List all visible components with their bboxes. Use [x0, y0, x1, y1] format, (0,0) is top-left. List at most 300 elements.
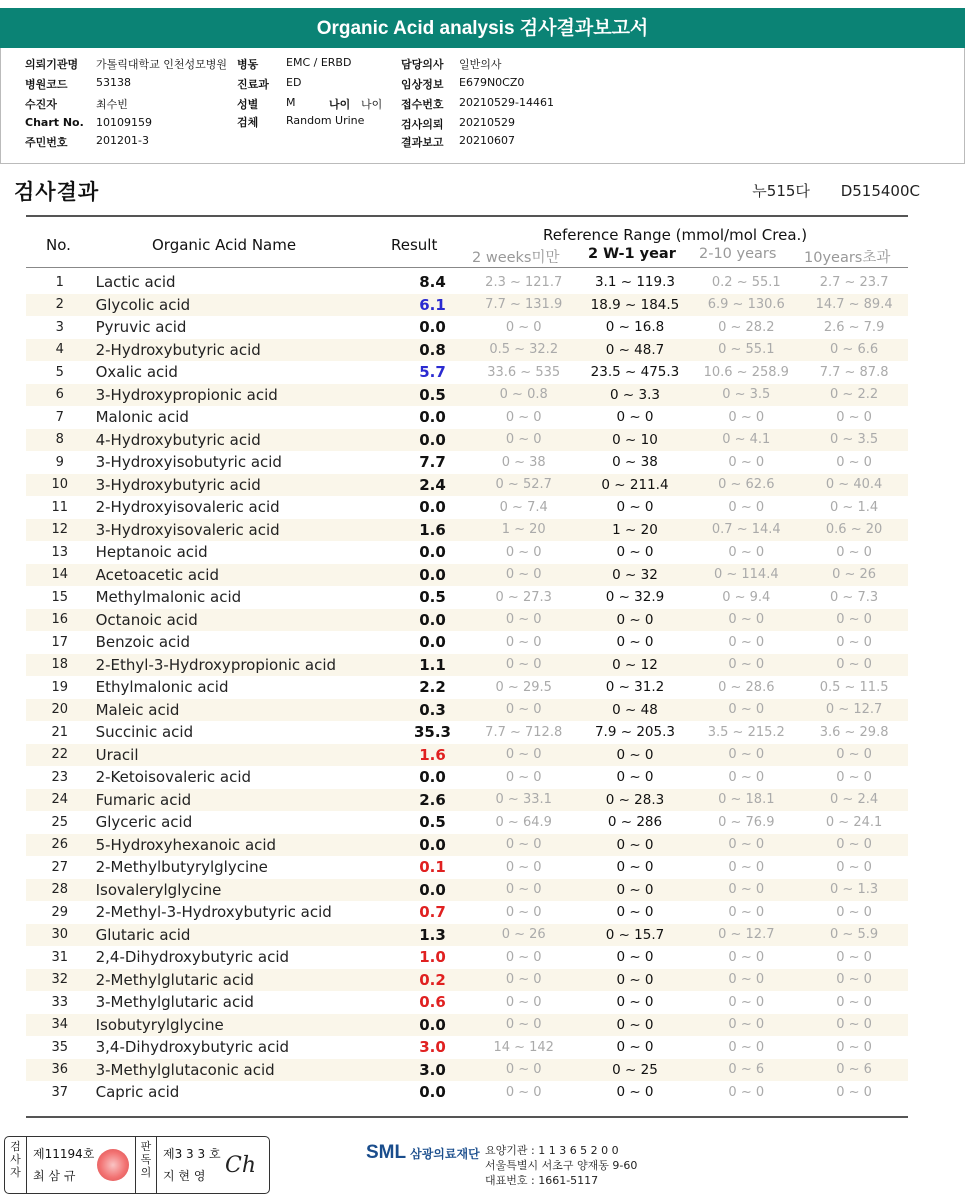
row-number: 25: [51, 814, 69, 830]
header-rule: [26, 267, 908, 268]
info-key: 성별: [237, 98, 259, 111]
ref-10years: 0 ~ 0: [836, 1084, 872, 1100]
ref-10years: 0 ~ 40.4: [800, 474, 908, 497]
ref-2weeks: 0 ~ 7.4: [499, 499, 548, 515]
acid-name: Methylmalonic acid: [95, 588, 242, 607]
acid-name: 3,4-Dihydroxybutyric acid: [95, 1038, 290, 1057]
ref-col-3: 2-10 years: [699, 246, 777, 262]
ref-2weeks: 0 ~ 0: [505, 1084, 542, 1100]
table-row: [26, 811, 908, 834]
ref-2weeks: 0 ~ 52.7: [470, 474, 578, 497]
ref-2w-1year: 0 ~ 0: [616, 1039, 654, 1056]
ref-2-10years: 0 ~ 0: [728, 1039, 765, 1055]
ref-2weeks: 0 ~ 0: [470, 834, 578, 857]
ref-10years: 0 ~ 3.5: [800, 429, 908, 452]
ref-2-10years: 0 ~ 76.9: [718, 814, 775, 830]
result-value: 6.1: [395, 294, 470, 317]
info-value: 일반의사: [459, 58, 502, 71]
table-row: [26, 879, 908, 902]
ref-2weeks: 0 ~ 0: [470, 429, 578, 452]
table-row: [26, 294, 908, 317]
info-value: 10109159: [96, 116, 152, 129]
info-key: 결과보고: [401, 136, 444, 149]
result-value: 0.0: [419, 408, 446, 427]
table-row: [26, 519, 908, 542]
ref-10years: 0 ~ 0: [800, 744, 908, 767]
info-key: 검체: [237, 116, 259, 129]
info-key: 임상정보: [401, 78, 444, 91]
ref-2w-1year: 1 ~ 20: [578, 519, 693, 542]
table-row: [26, 1059, 908, 1082]
ref-2weeks: 0 ~ 0: [470, 744, 578, 767]
table-row: [26, 856, 908, 879]
acid-name: 2-Ethyl-3-Hydroxypropionic acid: [94, 654, 396, 677]
row-number: 30: [26, 924, 94, 947]
ref-2w-1year: 0 ~ 0: [578, 834, 693, 857]
row-number: 3: [55, 319, 64, 335]
table-row: [26, 631, 908, 654]
row-number: 29: [51, 904, 69, 920]
row-number: 26: [26, 834, 94, 857]
ref-2weeks: 0 ~ 0: [470, 1059, 578, 1082]
ref-col-1: 2 weeks미만: [472, 250, 560, 266]
ref-2weeks: 0 ~ 0: [470, 564, 578, 587]
row-number: 35: [51, 1039, 69, 1055]
table-row: [26, 834, 908, 857]
info-key: 주민번호: [25, 136, 68, 149]
ref-10years: 0 ~ 0: [800, 1014, 908, 1037]
report-title: Organic Acid analysis 검사결과보고서: [0, 8, 965, 48]
acid-name: Maleic acid: [94, 699, 396, 722]
row-number: 19: [51, 679, 69, 695]
table-row: [26, 339, 908, 362]
result-value: 0.1: [419, 858, 446, 877]
ref-2w-1year: 0 ~ 31.2: [605, 679, 665, 696]
result-value: 0.5: [395, 384, 470, 407]
ref-2w-1year: 0 ~ 211.4: [578, 474, 693, 497]
ref-2weeks: 14 ~ 142: [493, 1039, 554, 1055]
ref-10years: 0 ~ 0: [836, 949, 872, 965]
ref-2-10years: 0 ~ 0: [728, 634, 765, 650]
ref-2-10years: 0 ~ 0: [728, 994, 765, 1010]
result-value: 0.0: [395, 1014, 470, 1037]
row-number: 1: [55, 274, 64, 290]
row-number: 12: [26, 519, 94, 542]
ref-2-10years: 0 ~ 4.1: [692, 429, 800, 452]
result-value: 0.8: [395, 339, 470, 362]
ref-2w-1year: 0 ~ 48.7: [578, 339, 693, 362]
ref-2-10years: 0 ~ 18.1: [692, 789, 800, 812]
info-value: 20210529-14461: [459, 96, 554, 109]
ref-2-10years: 0 ~ 28.2: [718, 319, 775, 335]
table-row: [26, 564, 908, 587]
ref-2weeks: 1 ~ 20: [470, 519, 578, 542]
results-table: [26, 271, 908, 1104]
row-number: 11: [51, 499, 69, 515]
acid-name: 2-Methylglutaric acid: [94, 969, 396, 992]
header-name: Organic Acid Name: [152, 236, 297, 254]
ref-2weeks: 0 ~ 0: [470, 609, 578, 632]
ref-10years: 0 ~ 12.7: [800, 699, 908, 722]
info-key: 의뢰기관명: [25, 58, 79, 71]
ref-10years: 0 ~ 26: [800, 564, 908, 587]
result-value: 0.0: [395, 879, 470, 902]
ref-2w-1year: 0 ~ 0: [578, 969, 693, 992]
ref-2weeks: 0 ~ 0: [505, 949, 542, 965]
ref-2weeks: 0 ~ 0: [470, 654, 578, 677]
table-row: [26, 721, 908, 744]
ref-10years: 0 ~ 2.2: [800, 384, 908, 407]
ref-10years: 0 ~ 0: [836, 904, 872, 920]
row-number: 20: [26, 699, 94, 722]
header-result: Result: [391, 236, 438, 254]
acid-name: Isovalerylglycine: [94, 879, 396, 902]
ref-2-10years: 0 ~ 0: [728, 544, 765, 560]
result-value: 0.0: [419, 498, 446, 517]
header-no: No.: [46, 236, 71, 254]
ref-2w-1year: 0 ~ 0: [578, 609, 693, 632]
table-row: [26, 924, 908, 947]
ref-2weeks: 0 ~ 0: [470, 1014, 578, 1037]
info-value: 최수빈: [96, 98, 128, 111]
ref-2weeks: 0 ~ 64.9: [495, 814, 552, 830]
row-number: 15: [51, 589, 69, 605]
info-key: 검사의뢰: [401, 118, 444, 131]
result-value: 0.0: [419, 633, 446, 652]
acid-name: Isobutyrylglycine: [94, 1014, 396, 1037]
row-number: 32: [26, 969, 94, 992]
acid-name: 3-Methylglutaric acid: [95, 993, 254, 1012]
ref-2-10years: 0 ~ 0: [728, 1084, 765, 1100]
acid-name: Fumaric acid: [94, 789, 396, 812]
row-number: 21: [51, 724, 69, 740]
ref-2-10years: 0 ~ 0: [692, 699, 800, 722]
table-row: [26, 1014, 908, 1037]
ref-2w-1year: 0 ~ 0: [578, 744, 693, 767]
acid-name: Heptanoic acid: [95, 543, 208, 562]
table-row: [26, 946, 908, 969]
acid-name: 3-Hydroxyisovaleric acid: [94, 519, 396, 542]
table-row: [26, 699, 908, 722]
ref-2-10years: 3.5 ~ 215.2: [707, 724, 785, 740]
table-row: [26, 406, 908, 429]
result-value: 2.2: [419, 678, 446, 697]
result-value: 3.0: [395, 1059, 470, 1082]
ref-10years: 0 ~ 1.4: [830, 499, 879, 515]
row-number: 27: [51, 859, 69, 875]
table-row: [26, 429, 908, 452]
patient-info-panel: [0, 48, 965, 164]
result-value: 0.0: [395, 834, 470, 857]
ref-2-10years: 0 ~ 0: [692, 834, 800, 857]
ref-2-10years: 0 ~ 0: [692, 609, 800, 632]
info-value: Random Urine: [286, 114, 365, 127]
acid-name: Succinic acid: [95, 723, 194, 742]
tester-label: 검사자: [5, 1137, 27, 1193]
row-number: 4: [26, 339, 94, 362]
ref-2w-1year: 0 ~ 48: [578, 699, 693, 722]
table-row: [26, 361, 908, 384]
age-key: 나이: [329, 98, 351, 111]
info-key: 병원코드: [25, 78, 68, 91]
ref-10years: 0 ~ 0: [800, 609, 908, 632]
ref-2w-1year: 0 ~ 0: [616, 544, 654, 561]
result-value: 0.7: [419, 903, 446, 922]
result-value: 2.6: [395, 789, 470, 812]
acid-name: 2,4-Dihydroxybutyric acid: [95, 948, 290, 967]
ref-2weeks: 0 ~ 0.8: [470, 384, 578, 407]
row-number: 24: [26, 789, 94, 812]
reviewer-name: 지 현 영: [163, 1169, 206, 1183]
ref-2w-1year: 0 ~ 0: [578, 879, 693, 902]
result-value: 0.2: [395, 969, 470, 992]
age-value: 나이: [361, 98, 383, 111]
acid-name: Octanoic acid: [94, 609, 396, 632]
ref-2w-1year: 0 ~ 0: [578, 1014, 693, 1037]
info-key: 수진자: [25, 98, 57, 111]
ref-2weeks: 0 ~ 0: [470, 699, 578, 722]
ref-2weeks: 0 ~ 0: [505, 544, 542, 560]
ref-10years: 0 ~ 5.9: [800, 924, 908, 947]
ref-2weeks: 7.7 ~ 712.8: [485, 724, 563, 740]
info-key: 접수번호: [401, 98, 444, 111]
ref-2-10years: 0 ~ 3.5: [692, 384, 800, 407]
info-value: ED: [286, 76, 302, 89]
row-number: 6: [26, 384, 94, 407]
ref-2weeks: 0 ~ 0: [505, 634, 542, 650]
row-number: 17: [51, 634, 69, 650]
tester-name: 최 삼 규: [33, 1169, 76, 1183]
acid-name: Glutaric acid: [94, 924, 396, 947]
acid-name: Capric acid: [95, 1083, 180, 1102]
table-row: [26, 654, 908, 677]
ref-2weeks: 0 ~ 33.1: [470, 789, 578, 812]
ref-2weeks: 0 ~ 29.5: [495, 679, 552, 695]
ref-2-10years: 0 ~ 0: [728, 859, 765, 875]
result-value: 8.4: [419, 273, 446, 292]
result-value: 5.7: [419, 363, 446, 382]
ref-2-10years: 0 ~ 12.7: [692, 924, 800, 947]
acid-name: Pyruvic acid: [95, 318, 187, 337]
ref-2w-1year: 0 ~ 0: [616, 409, 654, 426]
ref-10years: 0 ~ 0: [836, 634, 872, 650]
ref-10years: 7.7 ~ 87.8: [819, 364, 889, 380]
ref-2w-1year: 0 ~ 25: [578, 1059, 693, 1082]
reviewer-label: 판독의: [135, 1137, 157, 1193]
acid-name: Uracil: [94, 744, 396, 767]
ref-2w-1year: 0 ~ 16.8: [605, 319, 665, 336]
result-value: 0.0: [419, 318, 446, 337]
acid-name: 2-Hydroxybutyric acid: [94, 339, 396, 362]
ref-2weeks: 0 ~ 0: [505, 859, 542, 875]
ref-2-10years: 0 ~ 0: [728, 949, 765, 965]
ref-2w-1year: 18.9 ~ 184.5: [578, 294, 693, 317]
ref-2-10years: 10.6 ~ 258.9: [703, 364, 789, 380]
row-number: 36: [26, 1059, 94, 1082]
acid-name: Ethylmalonic acid: [95, 678, 229, 697]
table-row: [26, 991, 908, 1014]
ref-2weeks: 0 ~ 38: [501, 454, 546, 470]
ref-2w-1year: 0 ~ 38: [612, 454, 658, 471]
ref-10years: 14.7 ~ 89.4: [800, 294, 908, 317]
ref-2weeks: 0 ~ 0: [505, 904, 542, 920]
info-value: 53138: [96, 76, 131, 89]
result-value: 0.0: [395, 564, 470, 587]
info-value: 201201-3: [96, 134, 149, 147]
ref-10years: 0 ~ 24.1: [825, 814, 883, 830]
result-value: 0.0: [395, 609, 470, 632]
result-value: 7.7: [419, 453, 446, 472]
ref-2weeks: 0 ~ 27.3: [495, 589, 552, 605]
sml-logo-text: SML: [366, 1142, 407, 1163]
ref-2w-1year: 0 ~ 0: [616, 904, 654, 921]
ref-2w-1year: 0 ~ 0: [616, 859, 654, 876]
info-value: M: [286, 96, 296, 109]
table-row: [26, 384, 908, 407]
table-row: [26, 541, 908, 564]
row-number: 9: [55, 454, 64, 470]
ref-2-10years: 0 ~ 0: [692, 744, 800, 767]
contact-line: 요양기관 : 1 1 3 6 5 2 0 0: [485, 1144, 619, 1157]
result-value: 1.6: [395, 519, 470, 542]
ref-10years: 0.5 ~ 11.5: [819, 679, 889, 695]
ref-2-10years: 0 ~ 0: [692, 969, 800, 992]
ref-2w-1year: 0 ~ 0: [616, 994, 654, 1011]
ref-10years: 0 ~ 0: [836, 994, 872, 1010]
acid-name: Glycolic acid: [94, 294, 396, 317]
section-title: 검사결과: [14, 180, 100, 204]
ref-10years: 0.6 ~ 20: [800, 519, 908, 542]
top-rule: [26, 215, 908, 217]
table-row: [26, 474, 908, 497]
result-value: 1.0: [419, 948, 446, 967]
result-value: 0.0: [419, 768, 446, 787]
info-key: 진료과: [237, 78, 269, 91]
acid-name: Malonic acid: [95, 408, 189, 427]
info-key: Chart No.: [25, 116, 84, 129]
row-number: 28: [26, 879, 94, 902]
row-number: 14: [26, 564, 94, 587]
ref-2w-1year: 0 ~ 0: [616, 499, 654, 516]
row-number: 18: [26, 654, 94, 677]
acid-name: Benzoic acid: [95, 633, 190, 652]
signature-image: Ch: [225, 1153, 257, 1178]
signature-box: [4, 1136, 270, 1194]
ref-2w-1year: 0 ~ 10: [578, 429, 693, 452]
table-row: [26, 1081, 908, 1104]
result-value: 0.5: [419, 588, 446, 607]
ref-2w-1year: 0 ~ 32.9: [605, 589, 665, 606]
table-row: [26, 744, 908, 767]
table-row: [26, 969, 908, 992]
ref-10years: 0 ~ 1.3: [800, 879, 908, 902]
ref-2-10years: 0 ~ 0: [728, 409, 765, 425]
info-value: E679N0CZ0: [459, 76, 525, 89]
tester-license: 제11194호: [33, 1147, 95, 1161]
row-number: 23: [51, 769, 69, 785]
ref-2w-1year: 3.1 ~ 119.3: [594, 274, 675, 291]
table-row: [26, 901, 908, 924]
ref-2w-1year: 0 ~ 0: [616, 1084, 654, 1101]
result-value: 1.6: [395, 744, 470, 767]
bottom-rule: [26, 1116, 908, 1118]
table-row: [26, 586, 908, 609]
row-number: 8: [26, 429, 94, 452]
table-row: [26, 609, 908, 632]
acid-name: 2-Methylbutyrylglycine: [95, 858, 268, 877]
ref-2w-1year: 0 ~ 3.3: [578, 384, 693, 407]
result-value: 1.1: [395, 654, 470, 677]
table-row: [26, 676, 908, 699]
ref-10years: 3.6 ~ 29.8: [819, 724, 889, 740]
ref-10years: 0 ~ 6.6: [800, 339, 908, 362]
ref-10years: 0 ~ 2.4: [800, 789, 908, 812]
result-value: 0.0: [395, 429, 470, 452]
ref-10years: 0 ~ 7.3: [830, 589, 879, 605]
ref-10years: 0 ~ 0: [836, 544, 872, 560]
ref-10years: 0 ~ 0: [800, 654, 908, 677]
row-number: 2: [26, 294, 94, 317]
result-value: 1.3: [395, 924, 470, 947]
ref-10years: 2.7 ~ 23.7: [819, 274, 889, 290]
row-number: 7: [55, 409, 64, 425]
row-number: 33: [51, 994, 69, 1010]
ref-2-10years: 0.2 ~ 55.1: [711, 274, 781, 290]
ref-2weeks: 2.3 ~ 121.7: [485, 274, 563, 290]
row-number: 34: [26, 1014, 94, 1037]
result-value: 0.3: [395, 699, 470, 722]
code-1: 누515다: [752, 182, 810, 200]
acid-name: Acetoacetic acid: [94, 564, 396, 587]
result-value: 0.0: [419, 543, 446, 562]
ref-2-10years: 0 ~ 55.1: [692, 339, 800, 362]
acid-name: 2-Methyl-3-Hydroxybutyric acid: [95, 903, 332, 922]
lab-contact: [485, 1143, 637, 1188]
lab-logo: [366, 1142, 480, 1164]
ref-2w-1year: 0 ~ 28.3: [578, 789, 693, 812]
ref-2-10years: 0 ~ 0: [728, 904, 765, 920]
ref-10years: 0 ~ 6: [800, 1059, 908, 1082]
ref-2-10years: 0 ~ 0: [692, 654, 800, 677]
lab-name: 삼광의료재단: [410, 1147, 480, 1161]
header-reference: Reference Range (mmol/mol Crea.): [543, 226, 808, 244]
info-value: 가톨릭대학교 인천성모병원: [96, 58, 228, 71]
table-row: [26, 496, 908, 519]
table-row: [26, 316, 908, 339]
ref-10years: 0 ~ 0: [836, 454, 872, 470]
ref-2-10years: 0 ~ 0: [728, 454, 765, 470]
ref-2w-1year: 0 ~ 286: [607, 814, 663, 831]
ref-2-10years: 0 ~ 9.4: [722, 589, 771, 605]
ref-2w-1year: 0 ~ 32: [578, 564, 693, 587]
contact-line: 대표번호 : 1661-5117: [485, 1174, 599, 1187]
ref-2-10years: 0 ~ 28.6: [718, 679, 775, 695]
ref-2weeks: 7.7 ~ 131.9: [470, 294, 578, 317]
acid-name: 2-Hydroxyisovaleric acid: [95, 498, 280, 517]
ref-2weeks: 0 ~ 0: [505, 994, 542, 1010]
ref-2-10years: 6.9 ~ 130.6: [692, 294, 800, 317]
table-row: [26, 451, 908, 474]
seal-stamp-icon: [97, 1149, 129, 1181]
reviewer-license: 제3 3 3 호: [163, 1147, 221, 1161]
row-number: 22: [26, 744, 94, 767]
ref-10years: 2.6 ~ 7.9: [823, 319, 885, 335]
table-row: [26, 766, 908, 789]
result-value: 0.5: [419, 813, 446, 832]
ref-2w-1year: 0 ~ 12: [578, 654, 693, 677]
result-value: 2.4: [395, 474, 470, 497]
row-number: 5: [55, 364, 64, 380]
